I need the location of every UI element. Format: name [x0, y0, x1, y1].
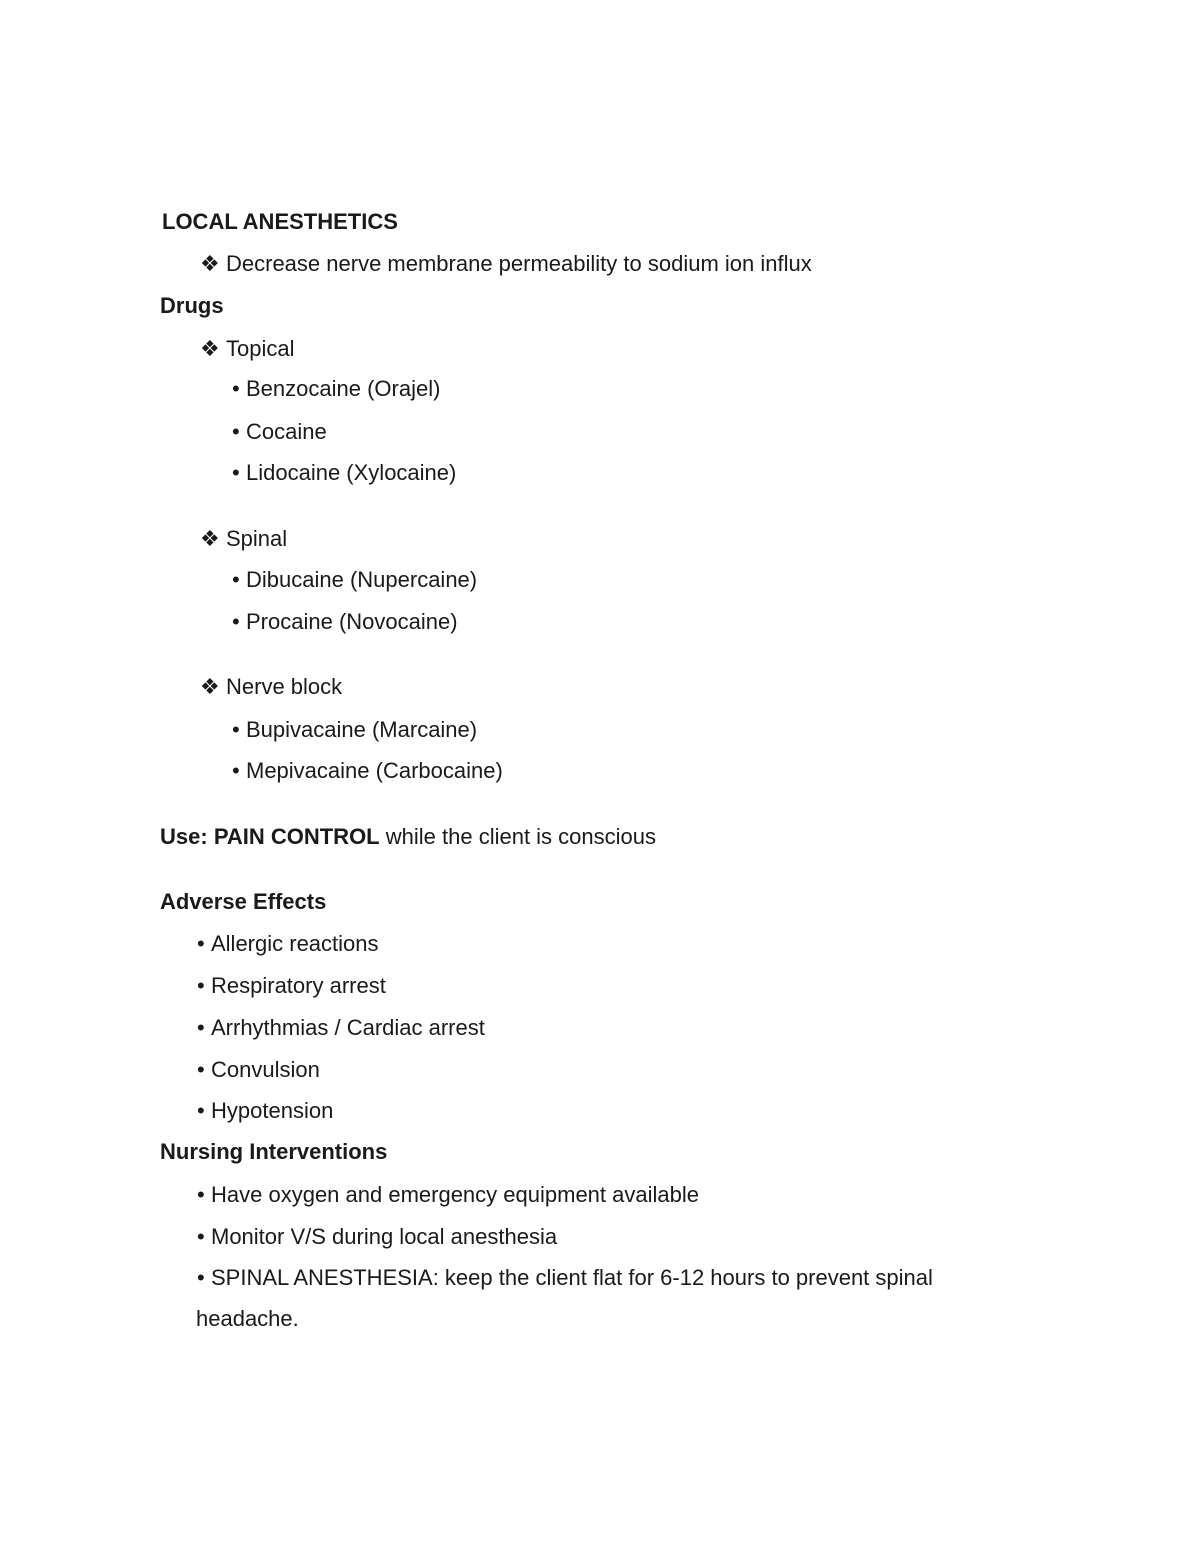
- list-item: [232, 716, 477, 744]
- drug-group-label: Spinal: [226, 526, 288, 551]
- bullet-icon: •: [232, 567, 240, 592]
- list-item: [197, 1056, 320, 1084]
- nursing-heading: Nursing Interventions: [160, 1139, 388, 1164]
- drug-group-label: Topical: [226, 336, 295, 361]
- nursing-continuation: headache.: [196, 1306, 299, 1331]
- mechanism-item: [200, 250, 812, 278]
- adverse-heading: Adverse Effects: [160, 889, 327, 914]
- use-label: Use:: [160, 824, 208, 849]
- bullet-icon: •: [232, 376, 240, 401]
- diamond-bullet-icon: ❖: [200, 336, 220, 361]
- list-item: [232, 459, 456, 487]
- bullet-icon: •: [197, 1057, 205, 1082]
- bullet-icon: •: [197, 1182, 205, 1207]
- use-rest: while the client is conscious: [385, 824, 656, 849]
- list-item: [232, 757, 503, 785]
- drug-group-label: Nerve block: [226, 674, 343, 699]
- bullet-icon: •: [232, 460, 240, 485]
- nursing-intervention: Monitor V/S during local anesthesia: [211, 1224, 558, 1249]
- use-statement: [160, 823, 656, 851]
- bullet-icon: •: [232, 758, 240, 783]
- document-title: LOCAL ANESTHETICS: [162, 209, 398, 234]
- drugs-heading: Drugs: [160, 293, 224, 318]
- adverse-effect: Allergic reactions: [211, 931, 379, 956]
- list-item: [197, 1014, 485, 1042]
- bullet-icon: •: [232, 609, 240, 634]
- list-item: [197, 972, 386, 1000]
- diamond-bullet-icon: ❖: [200, 251, 220, 276]
- diamond-bullet-icon: ❖: [200, 674, 220, 699]
- use-emphasis: PAIN CONTROL: [213, 824, 380, 849]
- drug-name: Procaine (Novocaine): [246, 609, 458, 634]
- drug-name: Cocaine: [246, 419, 327, 444]
- bullet-icon: •: [197, 1015, 205, 1040]
- bullet-icon: •: [232, 419, 240, 444]
- drug-name: Bupivacaine (Marcaine): [246, 717, 478, 742]
- drug-group-nerve-block: [200, 673, 342, 701]
- diamond-bullet-icon: ❖: [200, 526, 220, 551]
- drug-name: Benzocaine (Orajel): [246, 376, 441, 401]
- drug-name: Lidocaine (Xylocaine): [246, 460, 457, 485]
- adverse-effect: Convulsion: [211, 1057, 320, 1082]
- list-item: [232, 418, 327, 446]
- list-item: [232, 566, 477, 594]
- mechanism-text: Decrease nerve membrane permeability to sodium ion influx: [226, 251, 812, 276]
- nursing-intervention: SPINAL ANESTHESIA: keep the client flat for 6-12 hours to prevent spinal: [211, 1265, 933, 1290]
- list-item: [197, 930, 379, 958]
- adverse-effect: Hypotension: [211, 1098, 334, 1123]
- adverse-effect: Arrhythmias / Cardiac arrest: [211, 1015, 485, 1040]
- drug-name: Mepivacaine (Carbocaine): [246, 758, 503, 783]
- adverse-effect: Respiratory arrest: [211, 973, 386, 998]
- list-item: [232, 608, 458, 636]
- bullet-icon: •: [197, 1098, 205, 1123]
- nursing-intervention: Have oxygen and emergency equipment available: [211, 1182, 699, 1207]
- list-item: [197, 1097, 333, 1125]
- list-item: [197, 1223, 557, 1251]
- list-item: [197, 1181, 699, 1209]
- list-item: [232, 375, 440, 403]
- drug-name: Dibucaine (Nupercaine): [246, 567, 478, 592]
- bullet-icon: •: [232, 717, 240, 742]
- bullet-icon: •: [197, 1224, 205, 1249]
- drug-group-topical: [200, 335, 294, 363]
- drug-group-spinal: [200, 525, 287, 553]
- bullet-icon: •: [197, 931, 205, 956]
- list-item: [197, 1264, 933, 1292]
- bullet-icon: •: [197, 1265, 205, 1290]
- bullet-icon: •: [197, 973, 205, 998]
